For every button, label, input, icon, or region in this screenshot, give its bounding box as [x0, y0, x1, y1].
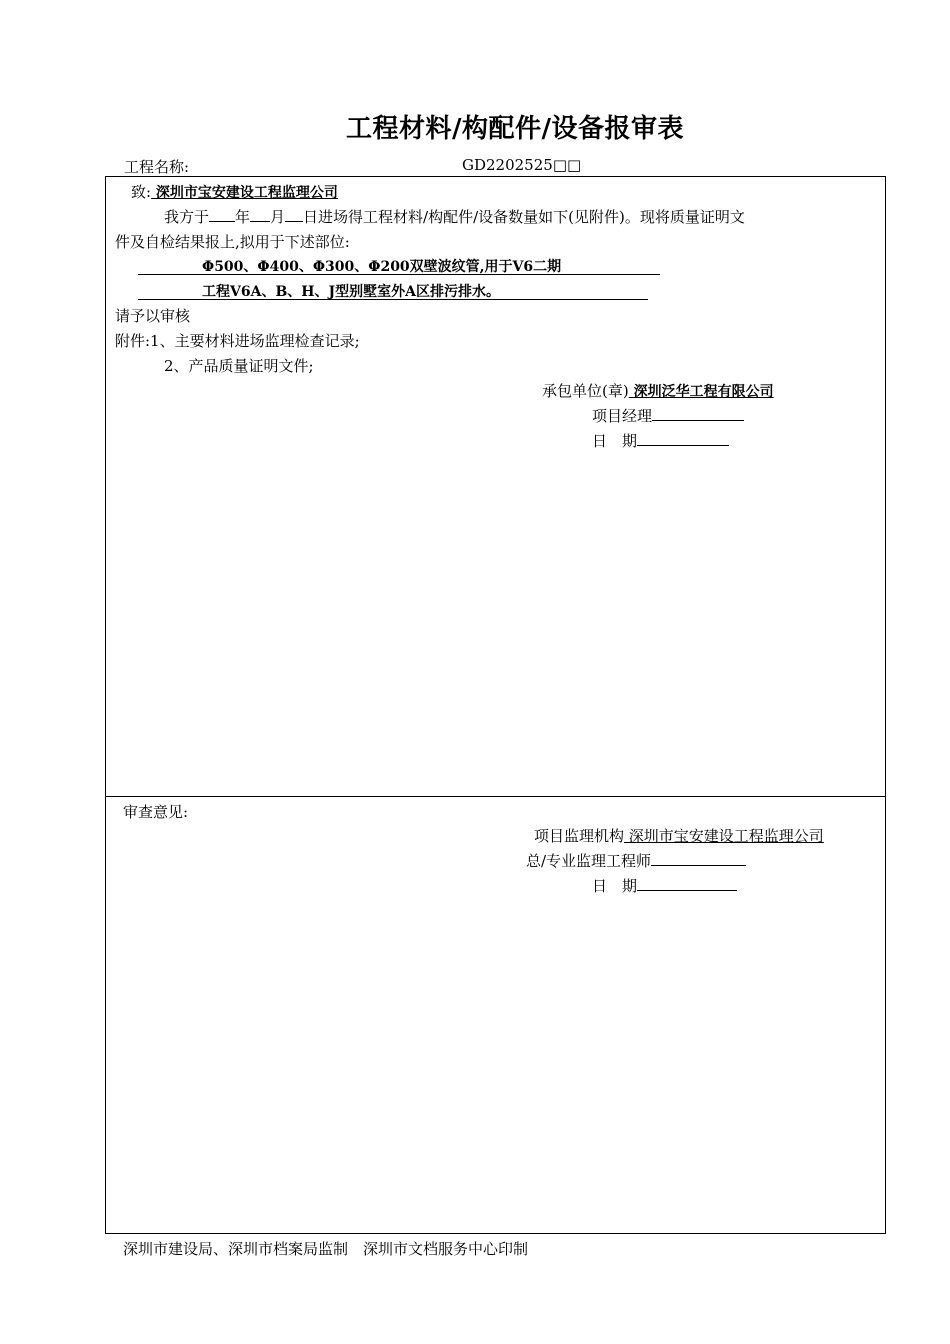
footer-text: 深圳市建设局、深圳市档案局监制 深圳市文档服务中心印制: [123, 1240, 529, 1258]
contractor-label: 承包单位(章): [542, 382, 629, 400]
supervision-date-label: 日 期: [592, 877, 638, 895]
request-text: 请予以审核: [115, 307, 191, 325]
item-text-1: Φ500、Φ400、Φ300、Φ200双壁波纹管,用于V6二期: [202, 259, 562, 275]
contractor-date-line: [592, 430, 729, 451]
addressee-company: 深圳市宝安建设工程监理公司: [151, 185, 338, 201]
body-prefix: 我方于: [164, 208, 210, 226]
review-opinion-label: 审查意见:: [123, 803, 189, 821]
engineer-label: 总/专业监理工程师: [526, 852, 652, 870]
section-divider: [105, 796, 885, 797]
item-text-2: 工程V6A、B、H、J型别墅室外A区排污排水。: [202, 284, 501, 300]
contractor-line: [542, 380, 774, 401]
supervision-date-field[interactable]: [637, 876, 737, 891]
supervision-org-name: [624, 827, 824, 845]
year-label: 年: [235, 208, 251, 226]
attachment-2: 2、产品质量证明文件;: [164, 357, 314, 375]
contractor-date-label: 日 期: [592, 432, 638, 450]
item-line-2: [138, 281, 648, 300]
month-blank[interactable]: [250, 207, 270, 222]
supervision-org-name-text: 深圳市宝安建设工程监理公司: [624, 827, 824, 845]
body-line-2: 件及自检结果报上,拟用于下述部位:: [115, 233, 350, 251]
supervision-org-label: 项目监理机构: [534, 827, 625, 845]
supervision-org-line: [534, 825, 824, 846]
form-code: GD2202525□□: [462, 156, 582, 174]
supervision-date-line: [592, 875, 737, 896]
project-manager-label: 项目经理: [592, 407, 653, 425]
project-name-label: 工程名称:: [124, 158, 190, 176]
contractor-name: 深圳泛华工程有限公司: [628, 384, 774, 400]
engineer-line: [526, 850, 746, 871]
attachment-1: 附件:1、主要材料进场监理检查记录;: [115, 332, 360, 350]
body-line-1: [164, 206, 745, 227]
contractor-date-field[interactable]: [637, 431, 729, 446]
body-suffix: 日进场得工程材料/构配件/设备数量如下(见附件)。现将质量证明文: [303, 208, 745, 226]
project-manager-line: [592, 405, 744, 426]
form-title: 工程材料/构配件/设备报审表: [346, 114, 684, 144]
to-label: 致:: [131, 183, 152, 201]
month-label: 月: [270, 208, 286, 226]
item-line-1: [138, 256, 660, 275]
project-manager-signature[interactable]: [652, 406, 744, 421]
day-blank[interactable]: [285, 207, 303, 222]
year-blank[interactable]: [209, 207, 235, 222]
addressee-line: [131, 181, 338, 202]
engineer-signature[interactable]: [651, 851, 746, 866]
